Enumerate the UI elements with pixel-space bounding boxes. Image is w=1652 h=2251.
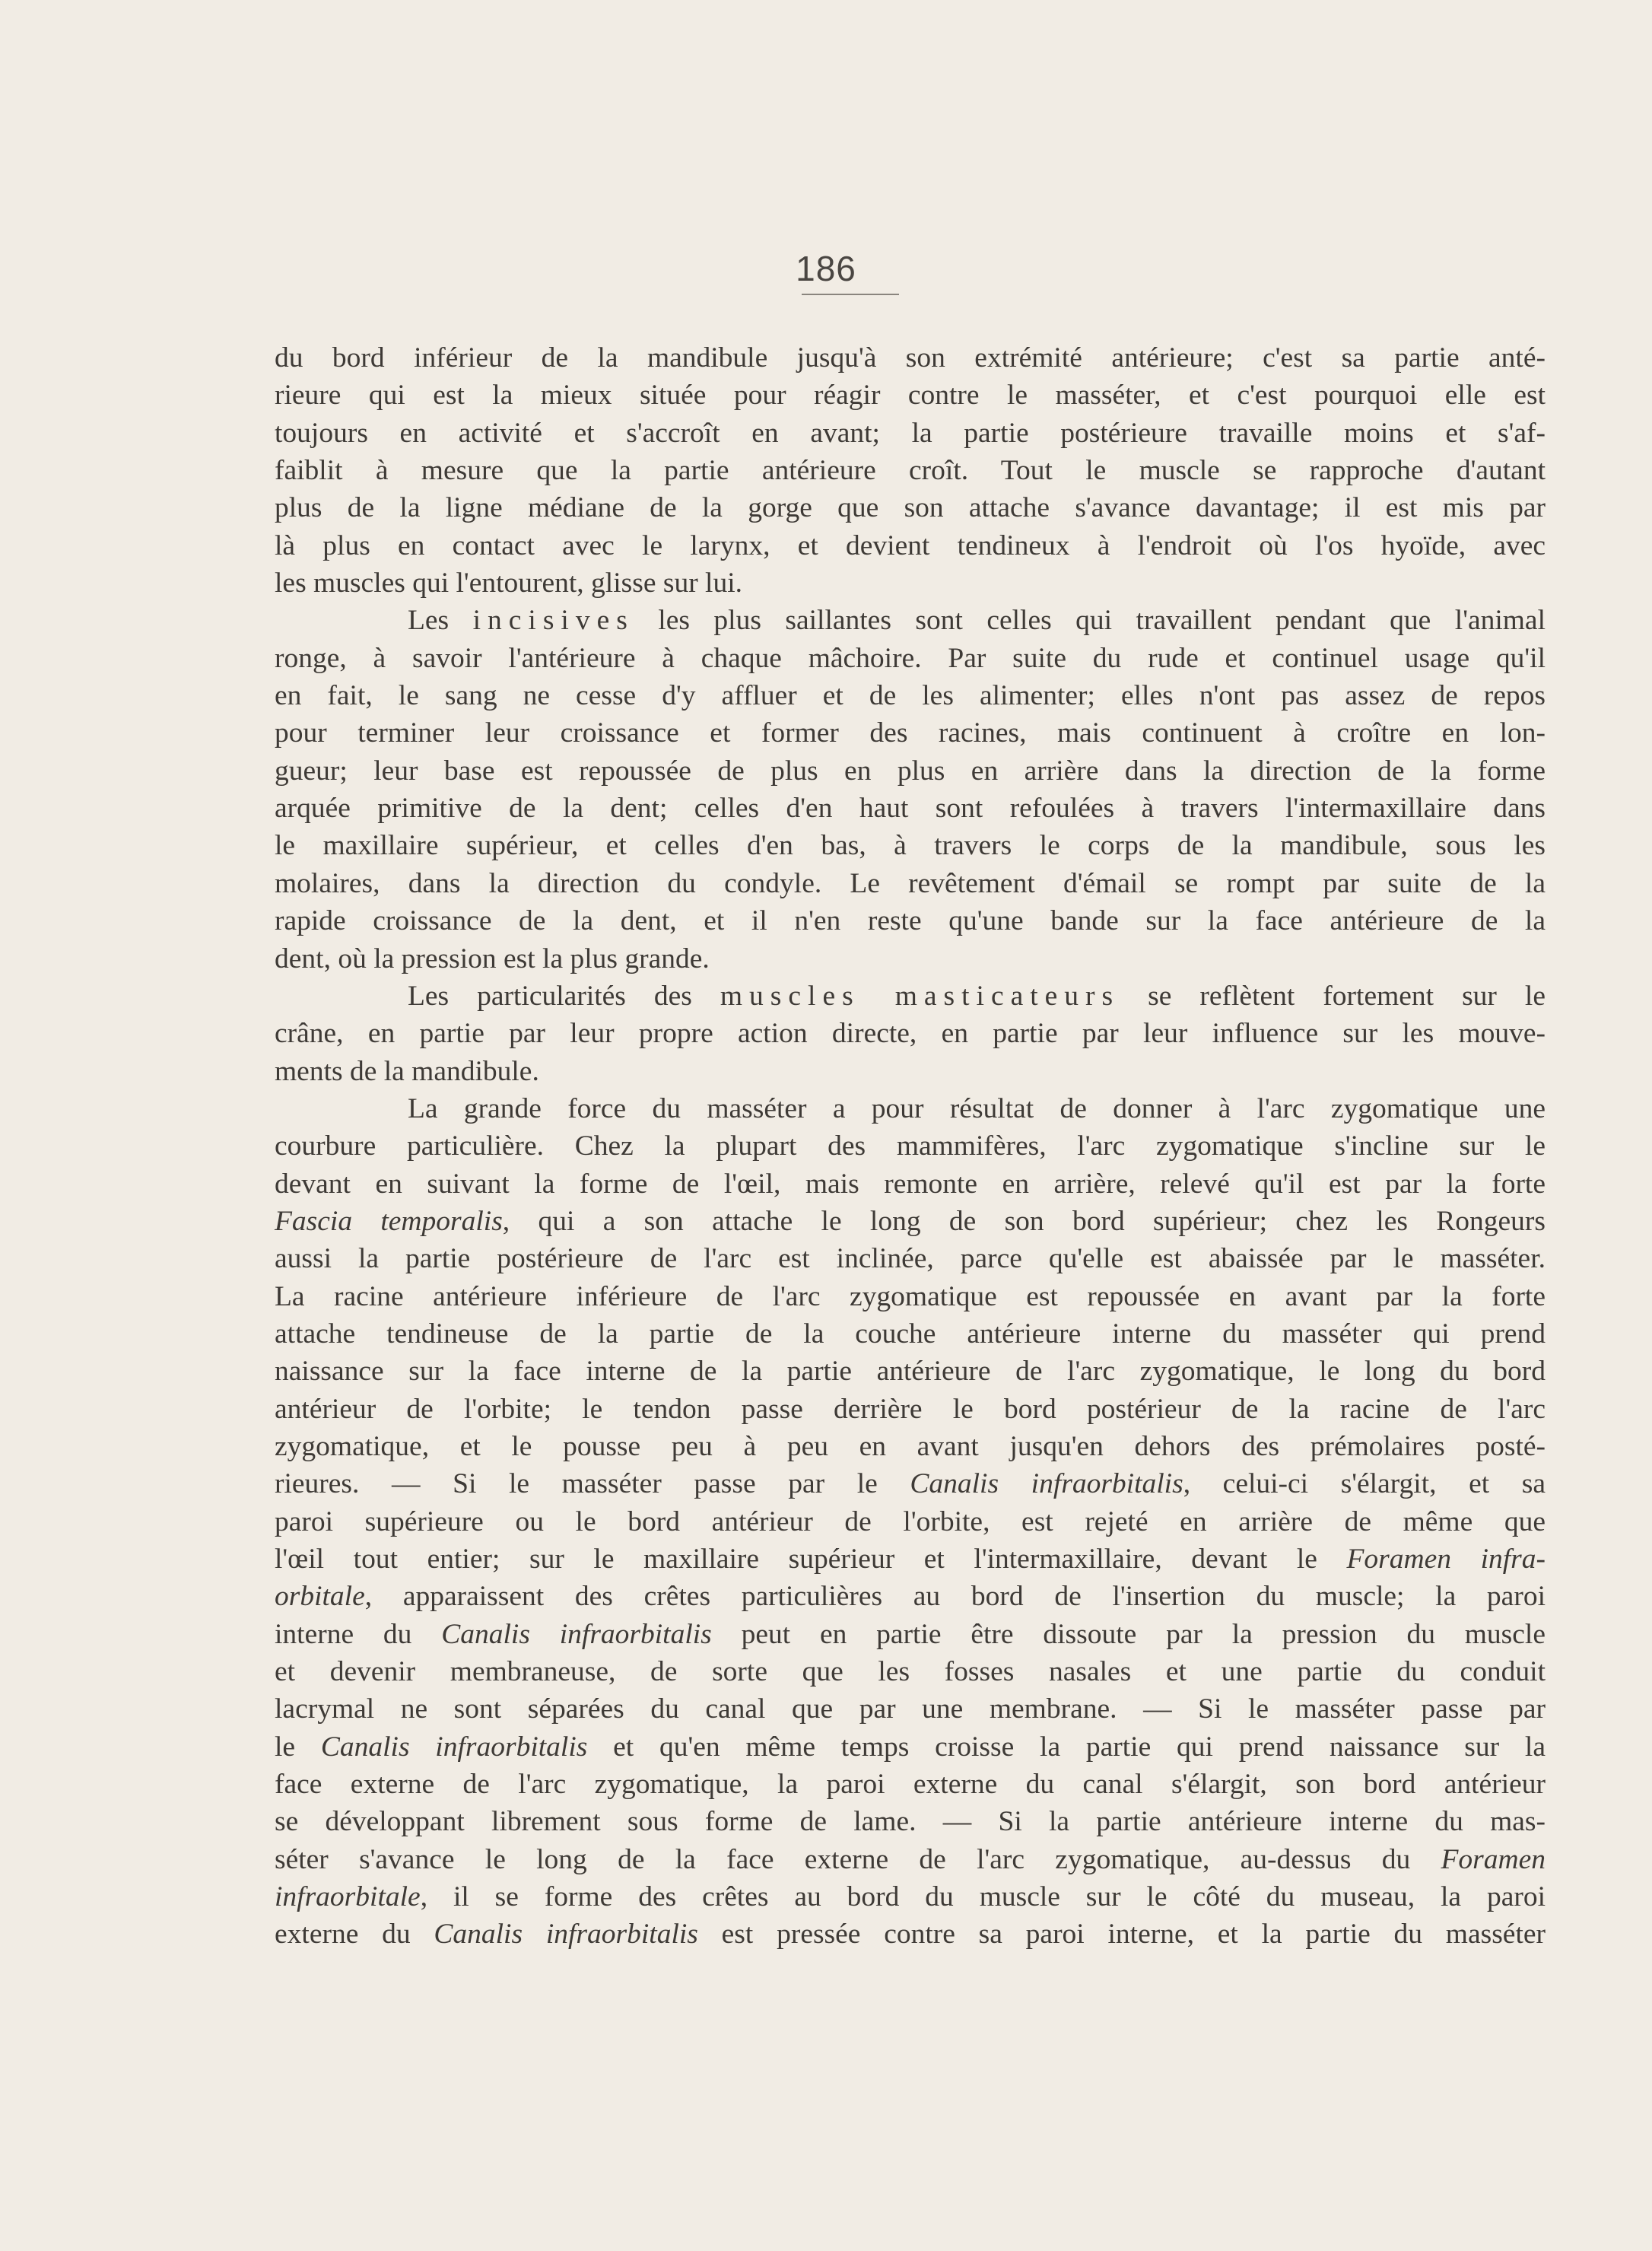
latin-term: Canalis infraorbitalis [910,1468,1183,1500]
text-line [275,1841,1546,1878]
text-line [275,527,1546,564]
text-run: arquée primitive de la dent; celles d'en haut sont refoulées à travers l'intermaxillaire dans [275,793,1546,825]
text-run: séter s'avance le long de la face externe de l'arc zygomatique, au-dessus du [275,1843,1441,1875]
text-line [275,1165,1546,1203]
body-text [275,339,1546,1954]
text-run: en fait, le sang ne cesse d'y affluer et de les alimenter; elles n'ont pas assez de repos [275,680,1546,712]
text-run: , celui-ci s'élargit, et sa [1183,1468,1546,1500]
paragraph [275,1090,1546,1954]
page-number-rule [802,294,899,295]
text-line [275,1465,1546,1502]
text-line [275,1766,1546,1803]
text-run: crâne, en partie par leur propre action directe, en partie par leur influence sur les mouve- [275,1018,1546,1050]
text-line [275,1653,1546,1690]
paragraph [275,602,1546,977]
latin-term: Canalis infraorbitalis [320,1731,588,1763]
text-run: devant en suivant la forme de l'œil, mais remonte en arrière, relevé qu'il est par la forte [275,1168,1546,1200]
text-run: zygomatique, et le pousse peu à peu en avant jusqu'en dehors des prémolaires posté- [275,1430,1546,1462]
text-run: les muscles qui l'entourent, glisse sur lui. [275,568,743,599]
text-line [275,1616,1546,1653]
text-line [275,1391,1546,1428]
text-run: face externe de l'arc zygomatique, la paroi externe du canal s'élargit, son bord antérieur [275,1769,1546,1801]
text-line [275,1578,1546,1615]
text-run: l'œil tout entier; sur le maxillaire supérieur et l'intermaxillaire, devant le [275,1544,1347,1575]
text-line [275,1540,1546,1578]
text-run: gueur; leur base est repoussée de plus en plus en arrière dans la direction de la forme [275,755,1546,787]
text-run: La grande force du masséter a pour résultat de donner à l'arc zygomatique une [408,1092,1546,1124]
text-run: , apparaissent des crêtes particulières au bord de l'insertion du muscle; la paroi [364,1581,1546,1613]
text-line [275,1690,1546,1728]
text-run: attache tendineuse de la partie de la couche antérieure interne du masséter qui prend [275,1318,1546,1350]
text-run: les plus saillantes sont celles qui travaillent pendant que l'animal [634,605,1546,637]
text-line [275,677,1546,714]
text-line [275,452,1546,489]
text-run: et devenir membraneuse, de sorte que les fosses nasales et une partie du conduit [275,1656,1546,1688]
latin-term: Canalis infraorbitalis [441,1618,712,1650]
text-line [275,489,1546,526]
text-line [275,1090,1546,1127]
text-line [275,714,1546,752]
text-run: La racine antérieure inférieure de l'arc zygomatique est repoussée en avant par la forte [275,1280,1546,1312]
text-run: pour terminer leur croissance et former des racines, mais continuent à croître en lon- [275,717,1546,749]
text-line [275,1428,1546,1465]
paragraph [275,978,1546,1090]
text-line [275,564,1546,602]
text-line [275,752,1546,790]
text-run: le [275,1731,321,1763]
text-run: lacrymal ne sont séparées du canal que par une membrane. — Si le masséter passe par [275,1693,1546,1725]
text-line [275,902,1546,940]
text-line [275,940,1546,978]
text-run: toujours en activité et s'accroît en avant; la partie postérieure travaille moins et s'af- [275,417,1546,449]
latin-term: Foramen [1441,1843,1546,1875]
text-line [275,790,1546,827]
text-run: rapide croissance de la dent, et il n'en reste qu'une bande sur la face antérieure de la [275,905,1546,937]
text-line [275,1315,1546,1353]
page-number: 186 [796,249,856,288]
latin-term: infraorbitale [275,1881,421,1913]
text-run: , il se forme des crêtes au bord du muscle sur le côté du museau, la paroi [420,1881,1546,1913]
text-line [275,865,1546,902]
text-line [275,1203,1546,1240]
text-run: est pressée contre sa paroi interne, et la partie du masséter [697,1919,1546,1951]
text-line [275,1278,1546,1315]
text-run: ronge, à savoir l'antérieure à chaque mâchoire. Par suite du rude et continuel usage qu'il [275,642,1546,674]
text-run: dent, où la pression est la plus grande. [275,943,710,974]
text-line [275,339,1546,377]
text-line [275,1127,1546,1165]
text-run: Les particularités des [408,980,720,1012]
text-run: externe du [275,1919,434,1951]
text-run: Les [408,605,473,637]
text-line [275,827,1546,864]
text-run: peut en partie être dissoute par la pression du muscle [711,1618,1546,1650]
latin-term: Fascia temporalis [275,1205,503,1237]
latin-term: Foramen infra- [1346,1544,1546,1575]
text-run: et qu'en même temps croisse la partie qui prend naissance sur la [587,1731,1546,1763]
text-run: là plus en contact avec le larynx, et devient tendineux à l'endroit où l'os hyoïde, avec [275,529,1546,561]
text-run: ments de la mandibule. [275,1055,539,1087]
text-run: paroi supérieure ou le bord antérieur de l'orbite, est rejeté en arrière de même que [275,1505,1546,1537]
text-run: se reflètent fortement sur le [1120,980,1546,1012]
text-line [275,1803,1546,1840]
latin-term: Canalis infraorbitalis [434,1919,698,1951]
text-run: rieure qui est la mieux située pour réagir contre le masséter, et c'est pourquoi elle est [275,380,1546,412]
text-line [275,978,1546,1015]
text-run: aussi la partie postérieure de l'arc est inclinée, parce qu'elle est abaissée par le masséter. [275,1243,1546,1275]
text-line [275,377,1546,414]
text-line [275,1053,1546,1090]
text-line [275,1503,1546,1540]
text-line [275,1240,1546,1277]
text-run: molaires, dans la direction du condyle. Le revêtement d'émail se rompt par suite de la [275,867,1546,899]
text-run: faiblit à mesure que la partie antérieure croît. Tout le muscle se rapproche d'autant [275,455,1546,487]
text-run: rieures. — Si le masséter passe par le [275,1468,910,1500]
text-run: courbure particulière. Chez la plupart des mammifères, l'arc zygomatique s'incline sur le [275,1130,1546,1162]
text-run: naissance sur la face interne de la partie antérieure de l'arc zygomatique, le long du bord [275,1356,1546,1388]
text-line [275,640,1546,677]
text-line [275,1878,1546,1916]
text-run: , qui a son attache le long de son bord supérieur; chez les Rongeurs [502,1205,1546,1237]
text-line [275,415,1546,452]
text-line [275,1916,1546,1953]
text-line [275,1353,1546,1390]
text-line [275,1015,1546,1052]
text-line [275,602,1546,639]
text-run: le maxillaire supérieur, et celles d'en bas, à travers le corps de la mandibule, sous les [275,830,1546,862]
text-run: se développant librement sous forme de lame. — Si la partie antérieure interne du mas- [275,1806,1546,1838]
emphasized-term: incisives [472,605,634,637]
text-run: antérieur de l'orbite; le tendon passe derrière le bord postérieur de la racine de l'arc [275,1393,1546,1425]
text-run: plus de la ligne médiane de la gorge que son attache s'avance davantage; il est mis par [275,492,1546,524]
paragraph [275,339,1546,602]
text-line [275,1728,1546,1766]
text-run: du bord inférieur de la mandibule jusqu'à son extrémité antérieure; c'est sa partie anté- [275,342,1546,374]
latin-term: orbitale [275,1581,365,1613]
text-run: interne du [275,1618,442,1650]
emphasized-term: muscles masticateurs [720,980,1120,1012]
